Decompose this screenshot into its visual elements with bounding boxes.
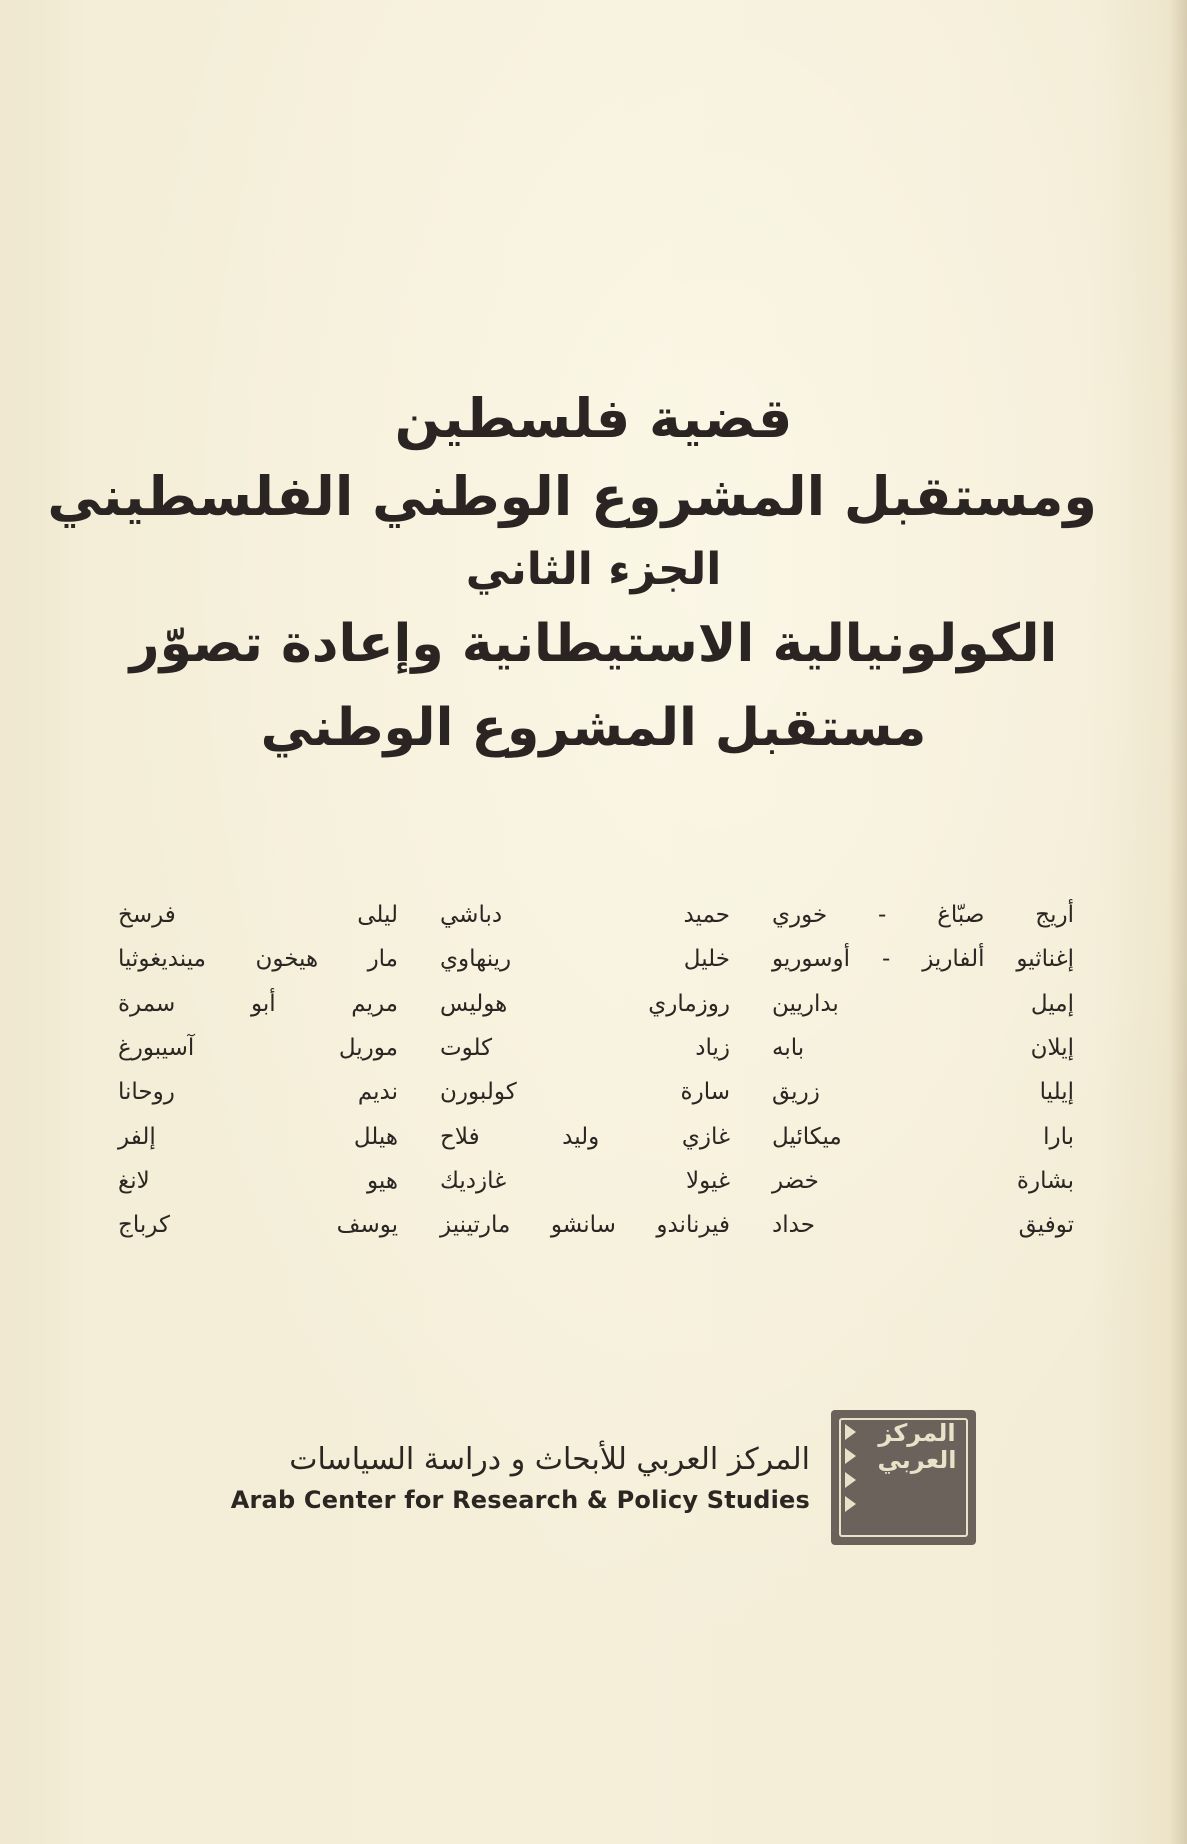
authors-row <box>118 893 1074 937</box>
authors-row <box>118 982 1074 1026</box>
author-name: مريم أبو سمرة <box>118 990 398 1017</box>
author-name: توفيق حداد <box>772 1212 1074 1239</box>
author-name: أريج صبّاغ - خوري <box>772 902 1074 929</box>
title-line-1: قضية فلسطين <box>394 387 793 450</box>
authors-row <box>118 1026 1074 1070</box>
logo-line-2: العربي <box>877 1446 957 1474</box>
arrow-right-icon <box>845 1448 856 1464</box>
page-edge-shadow <box>1169 0 1187 1844</box>
title-line-2: ومستقبل المشروع الوطني الفلسطيني <box>47 465 1097 528</box>
publisher-name <box>220 1440 810 1520</box>
logo-lettering <box>872 1420 962 1474</box>
title-line-5: مستقبل المشروع الوطني <box>260 698 927 758</box>
publisher-name-english: Arab Center for Research & Policy Studies <box>230 1486 810 1514</box>
arrow-right-icon <box>845 1496 856 1512</box>
author-name: بشارة خضر <box>772 1167 1074 1194</box>
author-name: بارا ميكائيل <box>772 1123 1074 1150</box>
author-name: حميد دباشي <box>440 902 730 929</box>
authors-row <box>118 1070 1074 1114</box>
author-name: مار هيخون مينديغوثيا <box>118 946 398 973</box>
author-name: ليلى فرسخ <box>118 902 398 929</box>
author-name: فيرناندو سانشو مارتينيز <box>440 1212 730 1239</box>
author-name: إغناثيو ألفاريز - أوسوريو <box>772 946 1074 973</box>
author-name: غيولا غازديك <box>440 1167 730 1194</box>
author-name: روزماري هوليس <box>440 990 730 1017</box>
arrow-right-icon <box>845 1424 856 1440</box>
title-line-4: الكولونيالية الاستيطانية وإعادة تصوّر <box>129 614 1058 674</box>
author-name: إميل بداريين <box>772 990 1074 1017</box>
book-title <box>47 387 1097 782</box>
publisher-logo <box>831 1410 976 1545</box>
author-name: إيليا زريق <box>772 1079 1074 1106</box>
author-name: موريل آسيبورغ <box>118 1035 398 1062</box>
authors-row <box>118 1114 1074 1158</box>
publisher-name-arabic: المركز العربي للأبحاث و دراسة السياسات <box>289 1442 810 1477</box>
arrow-right-icon <box>845 1472 856 1488</box>
logo-arrows <box>845 1424 859 1520</box>
author-name: يوسف كرباج <box>118 1212 398 1239</box>
author-name: زياد كلوت <box>440 1035 730 1062</box>
authors-row <box>118 937 1074 981</box>
author-name: إيلان بابه <box>772 1035 1074 1062</box>
author-name: هيلل إلفر <box>118 1123 398 1150</box>
logo-line-1: المركز <box>878 1419 956 1447</box>
author-name: خليل رينهاوي <box>440 946 730 973</box>
author-name: غازي وليد فلاح <box>440 1123 730 1150</box>
authors-row <box>118 1203 1074 1247</box>
authors-row <box>118 1159 1074 1203</box>
author-name: نديم روحانا <box>118 1079 398 1106</box>
authors-list <box>118 893 1074 1247</box>
author-name: سارة كولبورن <box>440 1079 730 1106</box>
title-line-3: الجزء الثاني <box>465 544 722 595</box>
author-name: هيو لانغ <box>118 1167 398 1194</box>
